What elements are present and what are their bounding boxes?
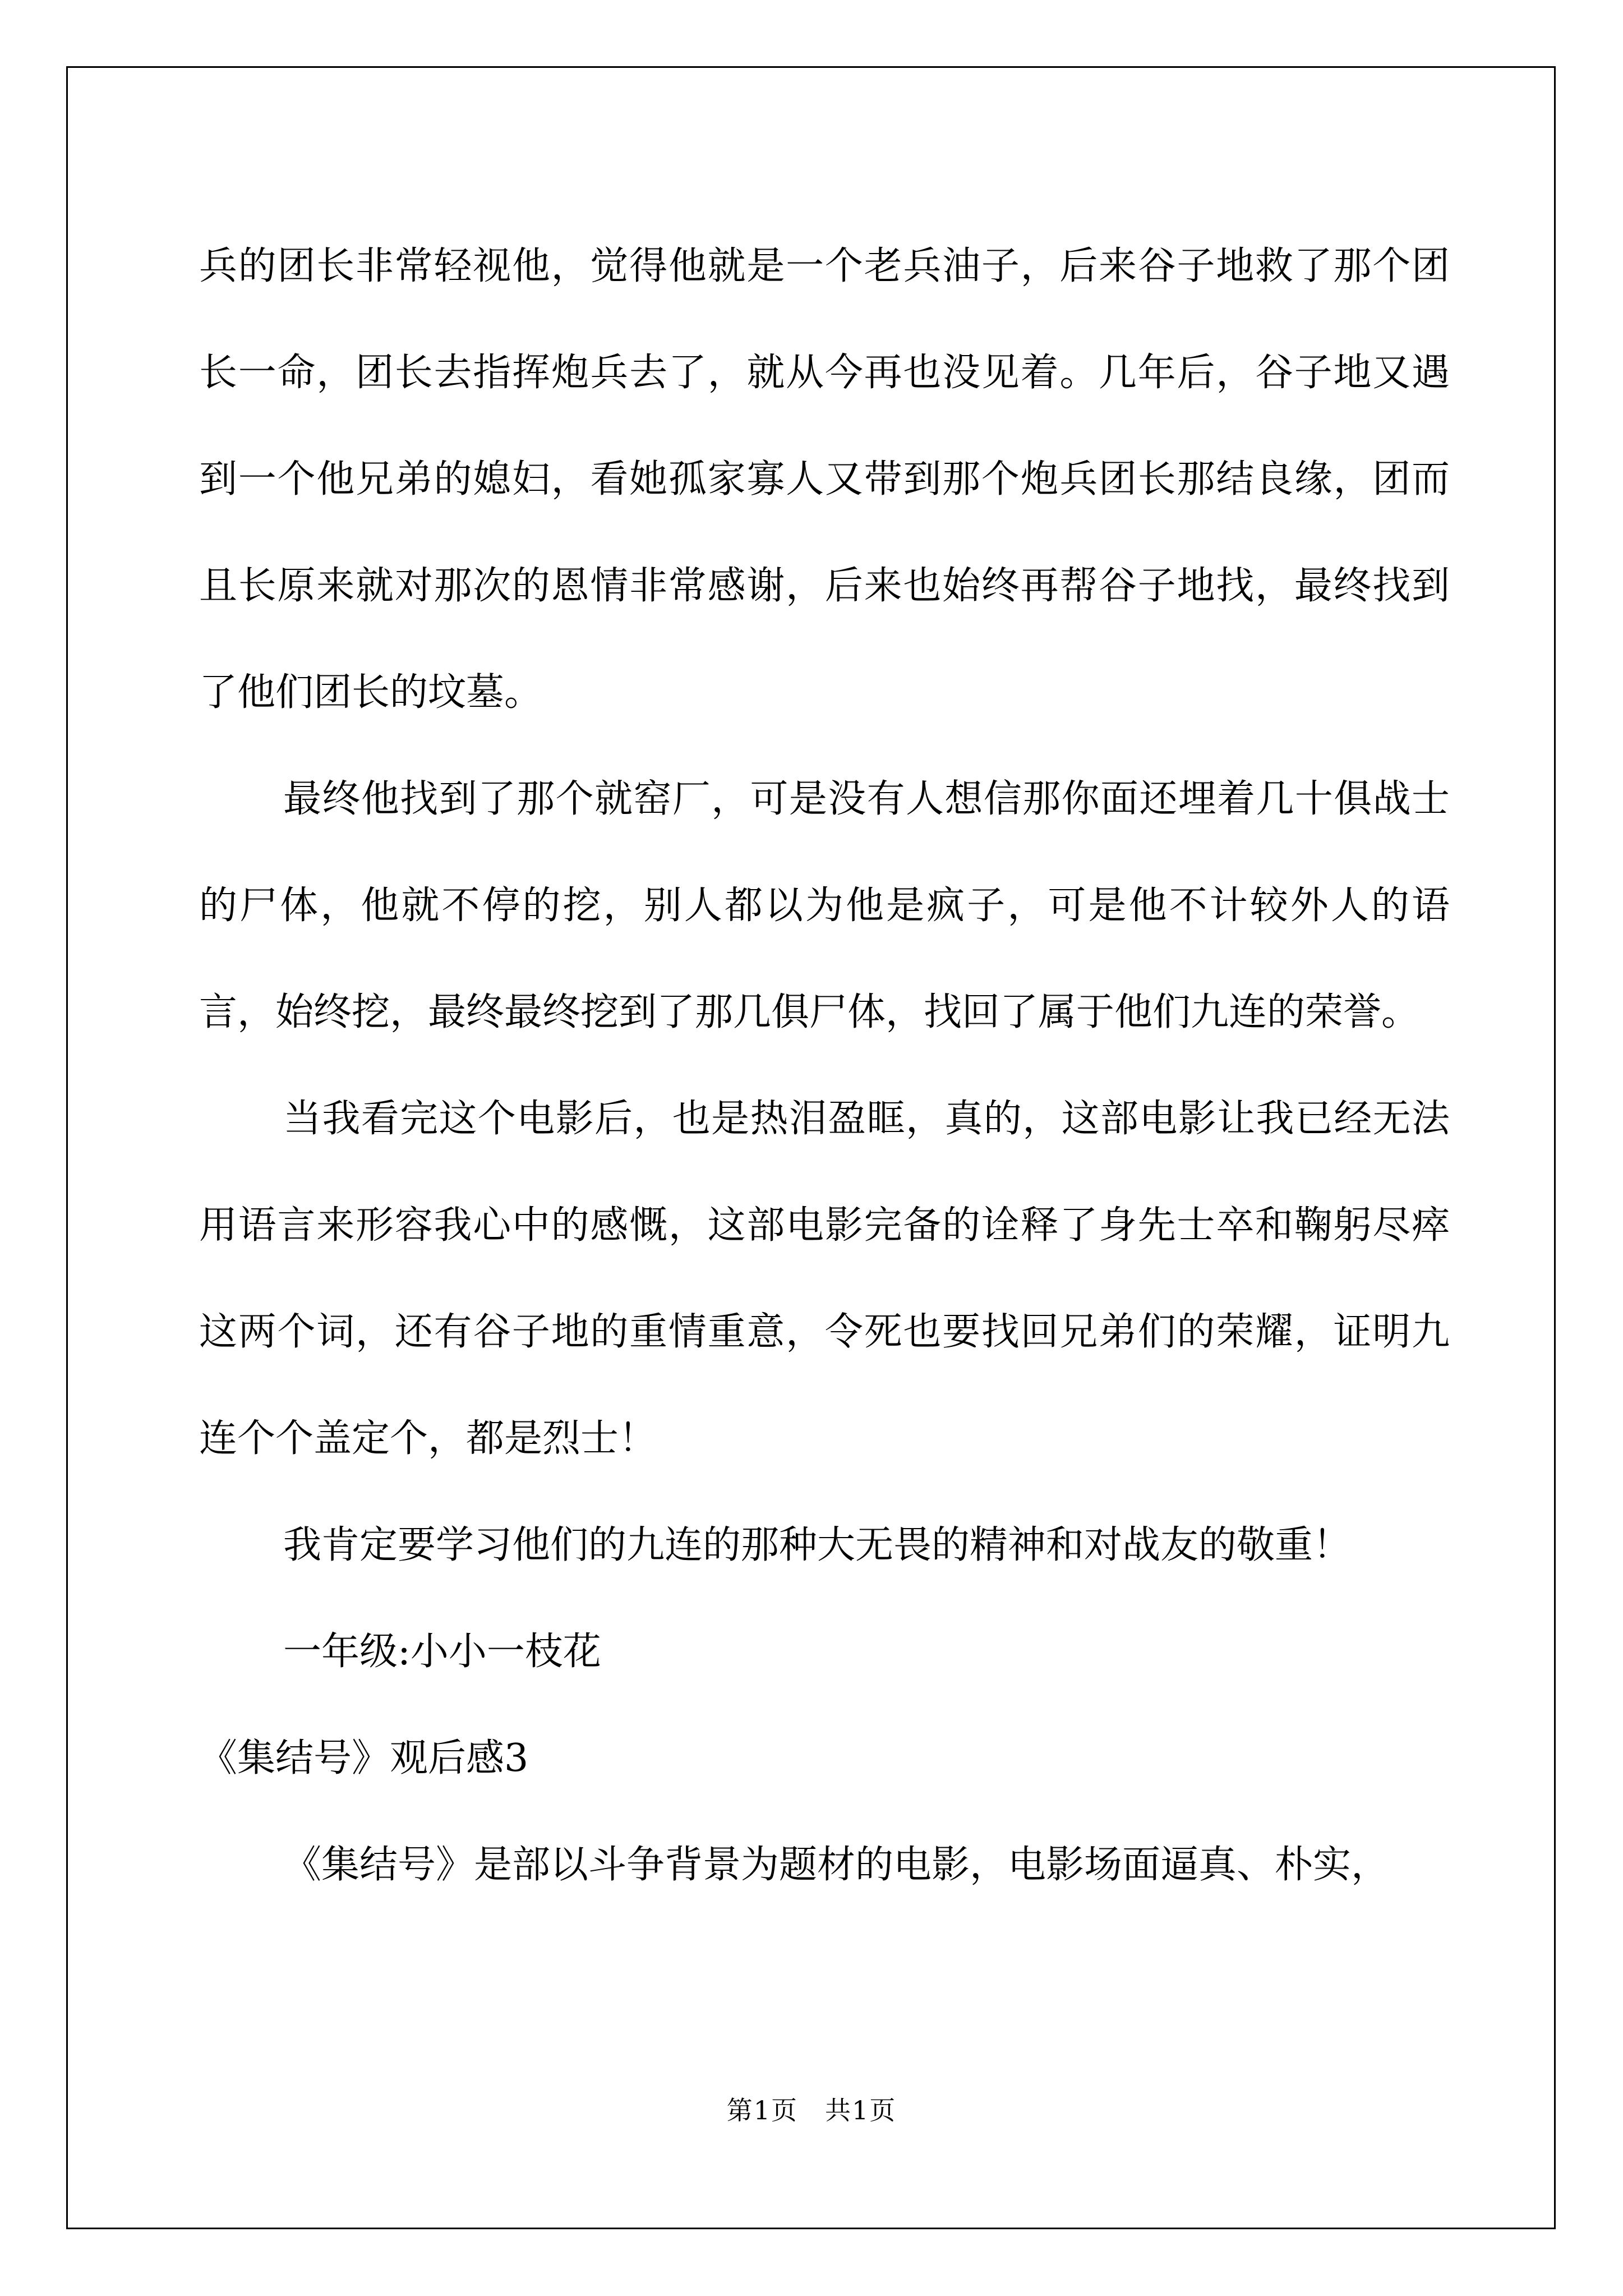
page-footer: 第1页 共1页 [726, 2095, 897, 2125]
section-heading: 《集结号》观后感3 [199, 1736, 529, 1780]
paragraph-6: 《集结号》是部以斗争背景为题材的电影，电影场面逼真、朴实， [283, 1843, 1390, 1887]
paragraph-5: 一年级:小小一枝花 [283, 1630, 601, 1674]
paragraph-3: 当我看完这个电影后，也是热泪盈眶，真的，这部电影让我已经无法用语言来形容我心中的感慨，这部电影完备的诠释了身先士卒和鞠躬尽瘁这两个词，还有谷子地的重情重意，令死也要找回兄弟们的荣耀，证明九连个个盖定个，都是烈士！ [199, 1097, 1450, 1461]
paragraph-4: 我肯定要学习他们的九连的那种大无畏的精神和对战友的敬重！ [283, 1523, 1352, 1567]
paragraph-1: 兵的团长非常轻视他，觉得他就是一个老兵油子，后来谷子地救了那个团长一命，团长去指挥炮兵去了，就从今再也没见着。几年后，谷子地又遇到一个他兄弟的媳妇，看她孤家寡人又带到那个炮兵团长那结良缘，团而且长原来就对那次的恩情非常感谢，后来也始终再帮谷子地找，最终找到了他们团长的坟墓。 [199, 244, 1450, 715]
paragraph-2: 最终他找到了那个就窑厂，可是没有人想信那你面还埋着几十俱战士的尸体，他就不停的挖，别人都以为他是疯子，可是他不计较外人的语言，始终挖，最终最终挖到了那几俱尸体，找回了属于他们九连的荣誉。 [199, 777, 1450, 1034]
document-body [199, 213, 1450, 1918]
